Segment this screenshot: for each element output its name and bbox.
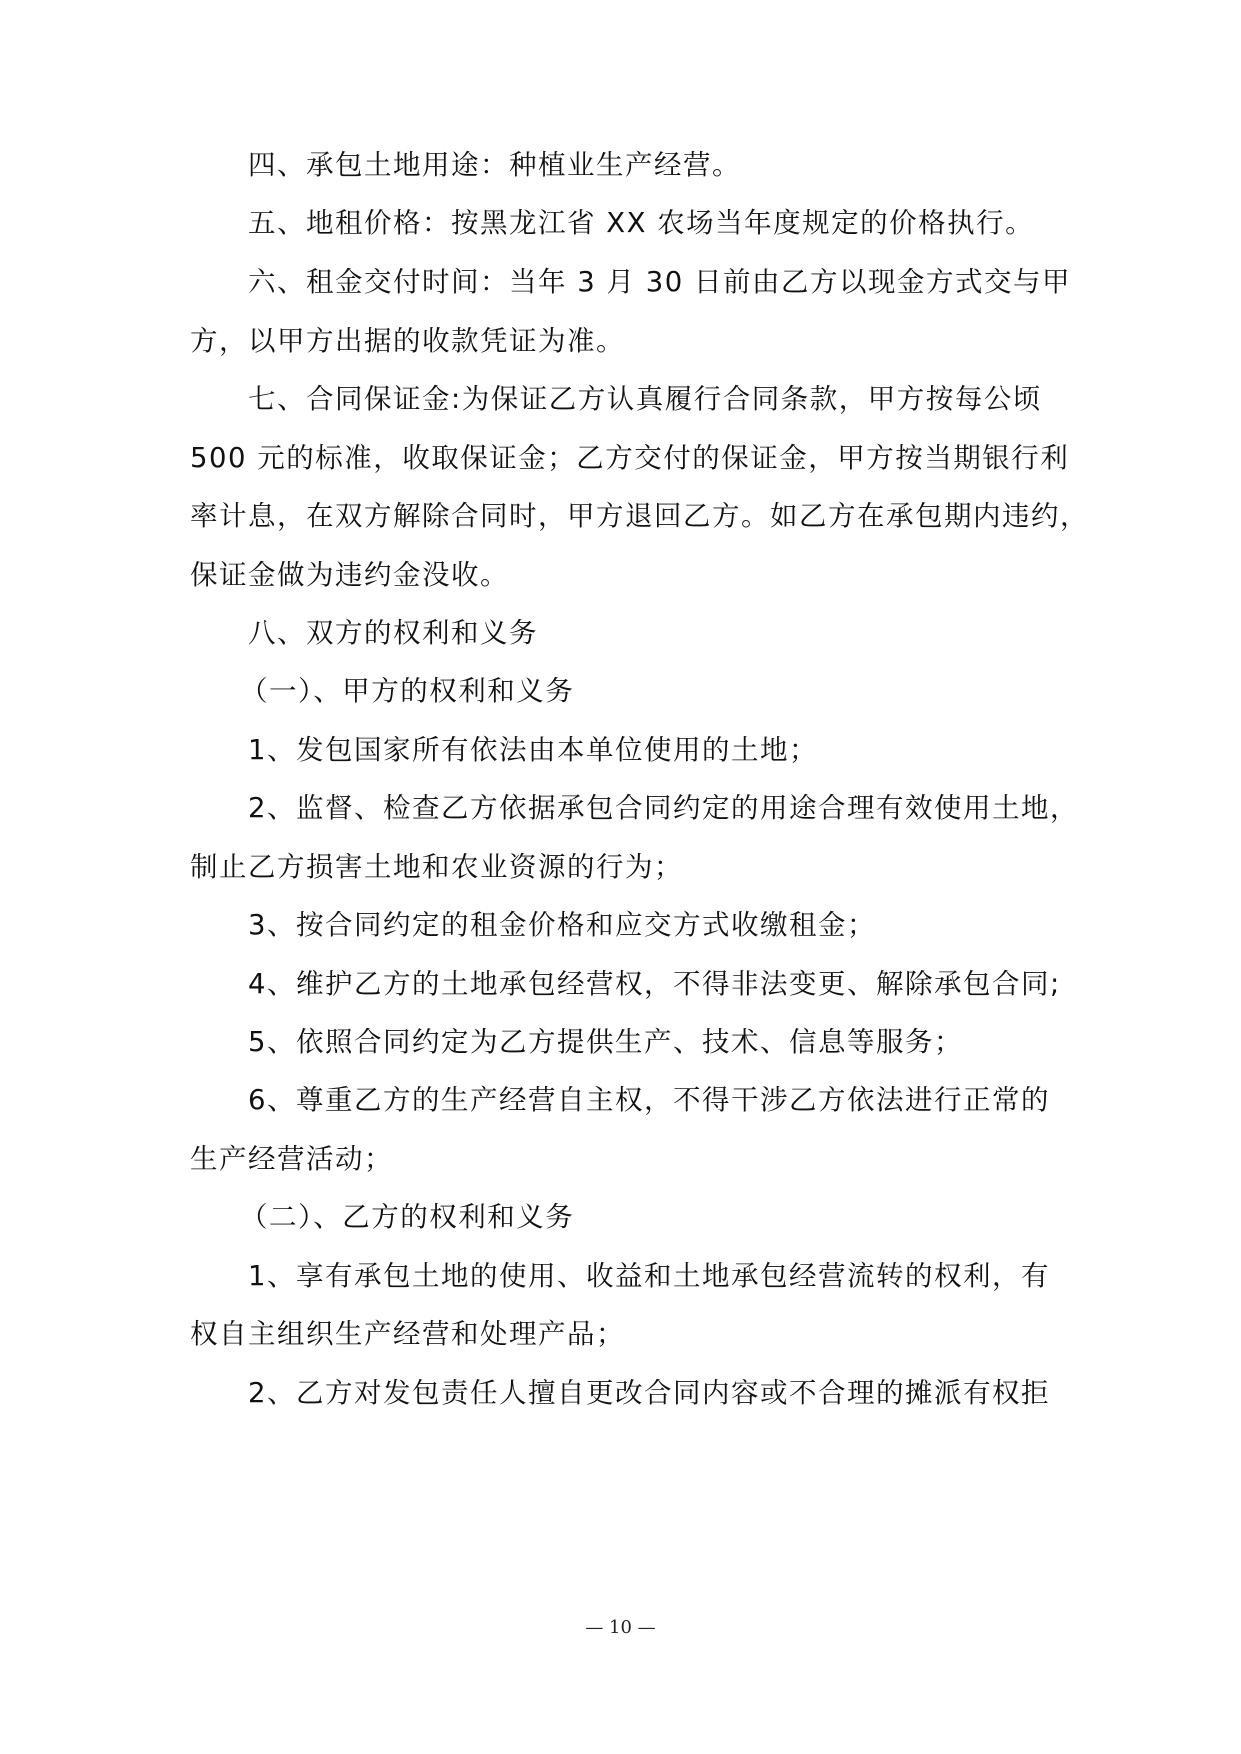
party-a-item-6-line-1: 6、尊重乙方的生产经营自主权，不得干涉乙方依法进行正常的 xyxy=(248,1084,1050,1116)
party-a-rights-heading: （一）、甲方的权利和义务 xyxy=(240,675,575,707)
page-number: — 10 — xyxy=(585,1617,656,1638)
party-a-item-1: 1、发包国家所有依法由本单位使用的土地； xyxy=(248,734,818,766)
party-a-item-5: 5、依照合同约定为乙方提供生产、技术、信息等服务； xyxy=(248,1026,963,1058)
party-b-item-2-line-1: 2、乙方对发包责任人擅自更改合同内容或不合理的摊派有权拒 xyxy=(248,1377,1050,1409)
party-a-item-3: 3、按合同约定的租金价格和应交方式收缴租金； xyxy=(248,909,876,941)
party-a-item-6-line-2: 生产经营活动； xyxy=(190,1143,393,1175)
clause-5-rent-price: 五、地租价格：按黑龙江省 XX 农场当年度规定的价格执行。 xyxy=(248,207,1035,239)
clause-6-payment-time-line-2: 方，以甲方出据的收款凭证为准。 xyxy=(190,325,625,357)
party-a-item-2-line-2: 制止乙方损害土地和农业资源的行为； xyxy=(190,851,683,883)
party-b-item-1-line-1: 1、享有承包土地的使用、收益和土地承包经营流转的权利，有 xyxy=(248,1260,1050,1292)
clause-7-deposit-line-4: 保证金做为违约金没收。 xyxy=(190,559,509,591)
clause-6-payment-time-line-1: 六、租金交付时间：当年 3 月 30 日前由乙方以现金方式交与甲 xyxy=(248,266,1071,298)
party-b-rights-heading: （二）、乙方的权利和义务 xyxy=(240,1201,575,1233)
party-a-item-2-line-1: 2、监督、检查乙方依据承包合同约定的用途合理有效使用土地， xyxy=(248,792,1079,824)
clause-7-deposit-line-1: 七、合同保证金:为保证乙方认真履行合同条款，甲方按每公顷 xyxy=(248,383,1042,415)
party-b-item-1-line-2: 权自主组织生产经营和处理产品； xyxy=(190,1318,625,1350)
party-a-item-4: 4、维护乙方的土地承包经营权，不得非法变更、解除承包合同; xyxy=(248,968,1061,1000)
clause-4-land-use: 四、承包土地用途：种植业生产经营。 xyxy=(248,149,741,181)
clause-7-deposit-line-3: 率计息，在双方解除合同时，甲方退回乙方。如乙方在承包期内违约， xyxy=(190,500,1089,532)
clause-8-heading: 八、双方的权利和义务 xyxy=(248,617,538,649)
clause-7-deposit-line-2: 500 元的标准，收取保证金；乙方交付的保证金，甲方按当期银行利 xyxy=(190,442,1070,474)
